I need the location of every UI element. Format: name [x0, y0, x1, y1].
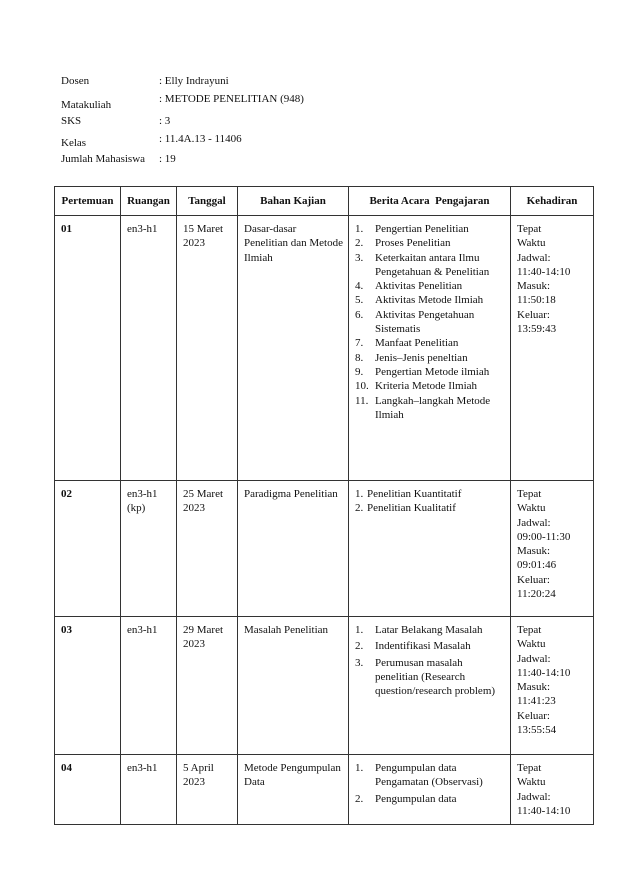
pertemuan-cell — [55, 617, 121, 755]
pertemuan-number: 03 — [61, 624, 72, 636]
kehadiran-line: Jadwal: — [517, 516, 551, 529]
kehadiran-line: Waktu — [517, 776, 546, 789]
list-item-number: 3. — [355, 251, 364, 264]
list-item-number: 2. — [355, 792, 364, 805]
jumlah-row — [61, 152, 461, 170]
kehadiran-line: 11:40-14:10 — [517, 265, 571, 278]
list-item-number: 7. — [355, 337, 364, 350]
bahan-kajian-cell — [238, 216, 349, 481]
list-item-text: Kriteria Metode Ilmiah — [375, 380, 478, 393]
list-item-number: 1. — [355, 488, 364, 500]
kehadiran-line: 11:41:23 — [517, 695, 556, 708]
list-item-text: Manfaat Penelitian — [375, 337, 459, 350]
list-item-text: Proses Penelitian — [375, 237, 451, 250]
list-item — [355, 623, 505, 637]
header-tanggal: Tanggal — [177, 187, 238, 216]
tanggal-cell — [177, 481, 238, 617]
list-item-number: 9. — [355, 365, 364, 378]
list-item-number: 8. — [355, 351, 364, 364]
list-item — [355, 365, 505, 379]
pertemuan-number: 04 — [61, 762, 72, 774]
tanggal-text: 29 Maret 2023 — [183, 624, 224, 651]
list-item — [355, 501, 505, 515]
kehadiran-line: 11:20:24 — [517, 588, 556, 601]
matakuliah-value: : METODE PENELITIAN (948) — [159, 93, 304, 105]
list-item-number: 10. — [355, 380, 369, 393]
sks-label: SKS — [61, 115, 82, 127]
kehadiran-line: Waktu — [517, 237, 546, 250]
topic-list — [355, 623, 505, 698]
table-header-row — [55, 187, 594, 216]
list-item — [355, 379, 505, 393]
bahan-kajian-cell — [238, 755, 349, 825]
list-item-number: 11. — [355, 394, 369, 407]
topic-list — [355, 487, 505, 516]
bahan-kajian-text: Masalah Penelitian — [244, 624, 329, 636]
list-item — [355, 792, 505, 806]
kehadiran-line: 09:00-11:30 — [517, 530, 571, 543]
bahan-kajian-text: Dasar-dasar Penelitian dan Metode Ilmiah — [244, 223, 343, 264]
list-item-text: Penelitian Kuantitatif — [367, 488, 462, 500]
kehadiran-line: 13:59:43 — [517, 323, 557, 336]
sks-value: : 3 — [159, 115, 171, 127]
list-item — [355, 351, 505, 365]
header-kehadiran: Kehadiran — [511, 187, 594, 216]
ruangan-cell — [121, 216, 177, 481]
berita-acara-cell — [349, 617, 511, 755]
list-item-number: 1. — [355, 624, 364, 636]
kehadiran-line: Waktu — [517, 502, 546, 515]
dosen-value: : Elly Indrayuni — [159, 75, 229, 87]
list-item-text: Latar Belakang Masalah — [375, 624, 483, 636]
course-info — [61, 74, 461, 170]
kehadiran-line: Masuk: — [517, 545, 550, 558]
kehadiran-line: 11:40-14:10 — [517, 804, 571, 817]
list-item — [355, 293, 505, 307]
tanggal-text: 25 Maret 2023 — [183, 488, 224, 515]
list-item-text: Langkah–langkah Metode Ilmiah — [375, 394, 491, 421]
list-item — [355, 656, 505, 699]
berita-acara-cell — [349, 481, 511, 617]
bahan-kajian-text: Metode Pengumpulan Data — [244, 762, 341, 789]
berita-acara-cell — [349, 216, 511, 481]
kehadiran-line: Keluar: — [517, 573, 550, 586]
header-pertemuan: Pertemuan — [55, 187, 121, 216]
header-bahan-kajian: Bahan Kajian — [238, 187, 349, 216]
list-item — [355, 251, 505, 280]
list-item — [355, 487, 505, 501]
list-item — [355, 336, 505, 350]
bahan-kajian-cell — [238, 481, 349, 617]
tanggal-text: 15 Maret 2023 — [183, 223, 224, 250]
jumlah-label: Jumlah Mahasiswa — [61, 153, 146, 165]
kehadiran-cell — [511, 216, 594, 481]
ruangan-text: en3-h1 (kp) — [127, 488, 158, 515]
kehadiran-cell — [511, 481, 594, 617]
attendance-table — [54, 186, 594, 825]
pertemuan-number: 02 — [61, 488, 72, 500]
list-item-text: Aktivitas Pengetahuan Sistematis — [375, 308, 475, 336]
table-row — [55, 481, 594, 617]
pertemuan-cell — [55, 216, 121, 481]
list-item-text: Perumusan masalah penelitian (Research question/research problem) — [375, 656, 496, 698]
list-item — [355, 639, 505, 653]
kehadiran-line: Jadwal: — [517, 251, 551, 264]
kehadiran-line: Jadwal: — [517, 790, 551, 803]
header-berita-acara: Berita Acara Pengajaran — [349, 187, 511, 216]
kehadiran-line: Tepat — [517, 624, 542, 636]
tanggal-cell — [177, 755, 238, 825]
tanggal-cell — [177, 617, 238, 755]
list-item-text: Aktivitas Penelitian — [375, 280, 463, 293]
kelas-value: : 11.4A.13 - 11406 — [159, 133, 242, 145]
ruangan-cell — [121, 755, 177, 825]
kehadiran-line: Tepat — [517, 762, 542, 774]
pertemuan-number: 01 — [61, 223, 72, 235]
ruangan-cell — [121, 617, 177, 755]
kelas-label: Kelas — [61, 137, 87, 149]
kehadiran-line: Waktu — [517, 638, 546, 651]
kehadiran-line: Masuk: — [517, 280, 550, 293]
ruangan-text: en3-h1 — [127, 762, 158, 774]
ruangan-cell — [121, 481, 177, 617]
ruangan-text: en3-h1 — [127, 223, 158, 235]
kehadiran-line: Jadwal: — [517, 652, 551, 665]
list-item-text: Jenis–Jenis peneltian — [375, 351, 468, 364]
list-item-text: Pengertian Metode ilmiah — [375, 365, 490, 378]
kehadiran-line: 09:01:46 — [517, 559, 557, 572]
list-item-text: Pengumpulan data — [375, 792, 457, 805]
dosen-label: Dosen — [61, 75, 90, 87]
ruangan-text: en3-h1 — [127, 624, 158, 636]
berita-acara-cell — [349, 755, 511, 825]
bahan-kajian-text: Paradigma Penelitian — [244, 488, 338, 500]
kehadiran-line: Masuk: — [517, 681, 550, 694]
kehadiran-cell — [511, 755, 594, 825]
list-item-number: 3. — [355, 656, 364, 669]
kehadiran-line: Tepat — [517, 223, 542, 235]
kehadiran-line: 13:55:54 — [517, 724, 557, 737]
kehadiran-cell — [511, 617, 594, 755]
list-item — [355, 236, 505, 250]
list-item — [355, 279, 505, 293]
topic-list — [355, 222, 505, 422]
kehadiran-line: 11:40-14:10 — [517, 666, 571, 679]
list-item-text: Aktivitas Metode Ilmiah — [375, 294, 484, 307]
list-item-number: 2. — [355, 640, 364, 653]
kehadiran-line: Tepat — [517, 488, 542, 500]
list-item-number: 6. — [355, 308, 364, 321]
list-item-number: 2. — [355, 502, 364, 515]
tanggal-text: 5 April 2023 — [183, 762, 214, 789]
list-item-number: 4. — [355, 280, 364, 293]
table-row — [55, 755, 594, 825]
list-item-number: 1. — [355, 223, 364, 235]
list-item-number: 1. — [355, 762, 364, 774]
kehadiran-line: Keluar: — [517, 308, 550, 321]
list-item — [355, 308, 505, 337]
list-item-number: 5. — [355, 294, 364, 307]
list-item-text: Penelitian Kualitatif — [367, 502, 456, 515]
list-item — [355, 394, 505, 423]
table-row — [55, 617, 594, 755]
table-row — [55, 216, 594, 481]
matakuliah-label: Matakuliah — [61, 99, 112, 111]
kehadiran-line: 11:50:18 — [517, 294, 556, 307]
header-ruangan: Ruangan — [121, 187, 177, 216]
bahan-kajian-cell — [238, 617, 349, 755]
matakuliah-row — [61, 92, 461, 114]
pertemuan-cell — [55, 481, 121, 617]
pertemuan-cell — [55, 755, 121, 825]
sks-row — [61, 114, 461, 132]
list-item-number: 2. — [355, 237, 364, 250]
list-item — [355, 222, 505, 236]
list-item-text: Pengertian Penelitian — [375, 223, 469, 235]
list-item-text: Pengumpulan data Pengamatan (Observasi) — [375, 762, 483, 789]
list-item-text: Indentifikasi Masalah — [375, 640, 471, 653]
topic-list — [355, 761, 505, 806]
kelas-row — [61, 132, 461, 152]
jumlah-value: : 19 — [159, 153, 176, 165]
list-item-text: Keterkaitan antara Ilmu Pengetahuan & Penelitian — [375, 251, 490, 278]
tanggal-cell — [177, 216, 238, 481]
list-item — [355, 761, 505, 790]
dosen-row — [61, 74, 461, 92]
kehadiran-line: Keluar: — [517, 709, 550, 722]
